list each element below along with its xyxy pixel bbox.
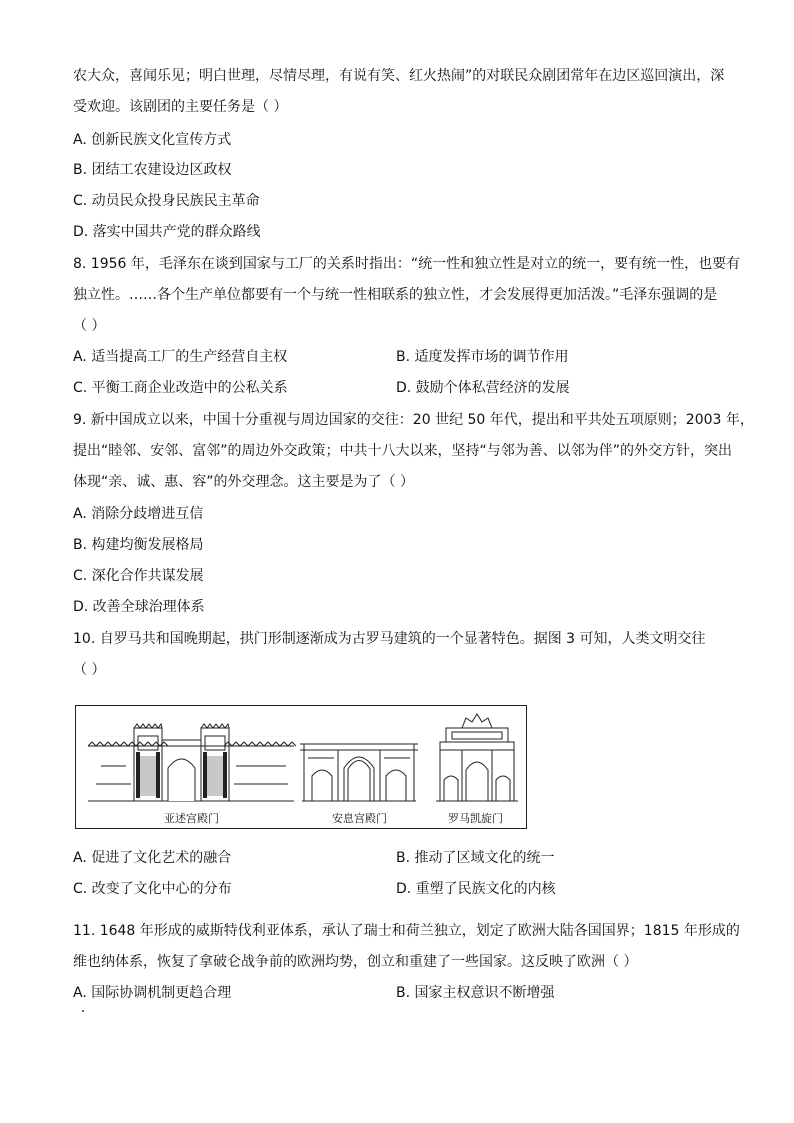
scan-speck xyxy=(82,1010,84,1012)
q8-option-c[interactable]: C. 平衡工商企业改造中的公私关系 xyxy=(73,380,288,396)
q9-option-b[interactable]: B. 构建均衡发展格局 xyxy=(73,537,204,553)
q8-stem-line-3: （ ） xyxy=(73,318,106,334)
figure-gates xyxy=(75,705,527,829)
q8-stem-line-2: 独立性。……各个生产单位都要有一个与统一性相联系的独立性，才会发展得更加活泼。”毛泽东强调的是 xyxy=(73,287,718,303)
q9-option-a[interactable]: A. 消除分歧增进互信 xyxy=(73,506,204,522)
q11-stem-line-1: 11. 1648 年形成的威斯特伐利亚体系，承认了瑞士和荷兰独立，划定了欧洲大陆各国国界；1815 年形成的 xyxy=(73,923,740,939)
q7-option-c[interactable]: C. 动员民众投身民族民主革命 xyxy=(73,193,260,209)
q8-option-b[interactable]: B. 适度发挥市场的调节作用 xyxy=(396,349,569,365)
q7-stem-line-1: 农大众，喜闻乐见；明白世理，尽情尽理，有说有笑、红火热闹”的对联民众剧团常年在边区巡回演出，深 xyxy=(73,68,725,84)
caption-parthian-gate: 安息宫殿门 xyxy=(332,812,387,825)
q7-option-b[interactable]: B. 团结工农建设边区政权 xyxy=(73,162,232,178)
q11-stem-line-2: 维也纳体系，恢复了拿破仑战争前的欧洲均势，创立和重建了一些国家。这反映了欧洲（ ） xyxy=(73,954,638,970)
q9-option-d[interactable]: D. 改善全球治理体系 xyxy=(73,599,205,615)
q10-option-c[interactable]: C. 改变了文化中心的分布 xyxy=(73,881,232,897)
q10-stem-line-1: 10. 自罗马共和国晚期起，拱门形制逐渐成为古罗马建筑的一个显著特色。据图 3 可知，人类文明交往 xyxy=(73,631,706,647)
caption-assyrian-gate: 亚述宫殿门 xyxy=(164,812,219,825)
q7-option-a[interactable]: A. 创新民族文化宣传方式 xyxy=(73,132,232,148)
q10-option-a[interactable]: A. 促进了文化艺术的融合 xyxy=(73,850,232,866)
q11-option-a[interactable]: A. 国际协调机制更趋合理 xyxy=(73,985,232,1001)
q9-stem-line-1: 9. 新中国成立以来，中国十分重视与周边国家的交往：20 世纪 50 年代，提出和平共处五项原则；2003 年， xyxy=(73,412,754,428)
q7-stem-line-2: 受欢迎。该剧团的主要任务是（ ） xyxy=(73,99,288,115)
q8-option-a[interactable]: A. 适当提高工厂的生产经营自主权 xyxy=(73,349,288,365)
q10-option-d[interactable]: D. 重塑了民族文化的内核 xyxy=(396,881,556,897)
q9-stem-line-2: 提出“睦邻、安邻、富邻”的周边外交政策；中共十八大以来，坚持“与邻为善、以邻为伴”的外交方针，突出 xyxy=(73,443,733,459)
q11-option-b[interactable]: B. 国家主权意识不断增强 xyxy=(396,985,555,1001)
q9-stem-line-3: 体现“亲、诚、惠、容”的外交理念。这主要是为了（ ） xyxy=(73,474,414,490)
q9-option-c[interactable]: C. 深化合作共谋发展 xyxy=(73,568,204,584)
q10-option-b[interactable]: B. 推动了区域文化的统一 xyxy=(396,850,555,866)
q8-stem-line-1: 8. 1956 年，毛泽东在谈到国家与工厂的关系时指出：“统一性和独立性是对立的统一，要有统一性，也要有 xyxy=(73,256,741,272)
q7-option-d[interactable]: D. 落实中国共产党的群众路线 xyxy=(73,224,261,240)
q10-stem-line-2: （ ） xyxy=(73,662,106,678)
q8-option-d[interactable]: D. 鼓励个体私营经济的发展 xyxy=(396,380,570,396)
caption-roman-arch: 罗马凯旋门 xyxy=(448,812,503,825)
